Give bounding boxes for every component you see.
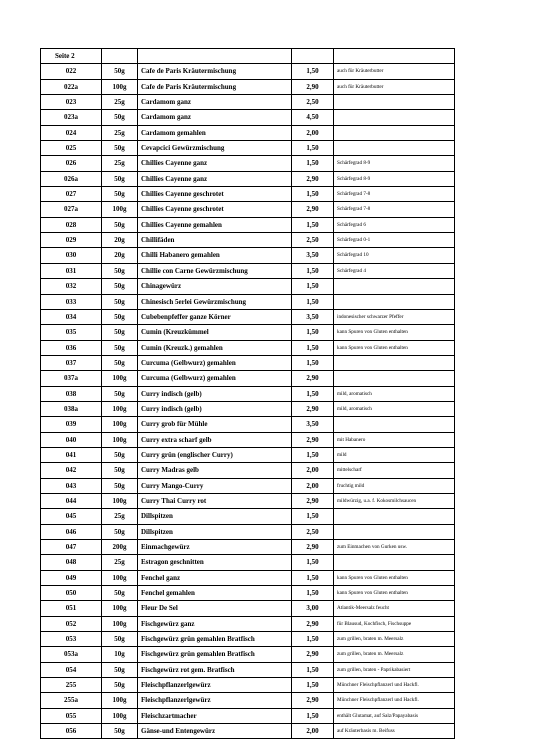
- item-number-cell: 054: [41, 662, 102, 677]
- note-cell: für Blausud, Kochfisch, Fischsuppe: [334, 616, 455, 631]
- note-cell: fruchtig mild: [334, 478, 455, 493]
- weight-cell: 50g: [102, 64, 138, 79]
- item-number-cell: 038a: [41, 401, 102, 416]
- note-cell: kann Spuren von Gluten enthalten: [334, 340, 455, 355]
- product-name-cell: Curry indisch (gelb): [138, 386, 292, 401]
- item-number-cell: 048: [41, 555, 102, 570]
- price-cell: 4,50: [292, 110, 334, 125]
- table-row: [41, 79, 455, 94]
- weight-cell: 50g: [102, 110, 138, 125]
- product-name-cell: Chillies Cayenne ganz: [138, 171, 292, 186]
- product-name-cell: Chillifäden: [138, 233, 292, 248]
- price-cell: 1,50: [292, 586, 334, 601]
- price-cell: 2,90: [292, 432, 334, 447]
- note-cell: mit Habanero: [334, 432, 455, 447]
- item-number-cell: 047: [41, 540, 102, 555]
- table-row: [41, 217, 455, 232]
- note-cell: Schärfegrad 8-9: [334, 156, 455, 171]
- product-name-cell: Chillies Cayenne geschrotet: [138, 187, 292, 202]
- price-cell: 1,50: [292, 570, 334, 585]
- price-cell: 2,00: [292, 724, 334, 739]
- note-cell: Schärfegrad 7-8: [334, 187, 455, 202]
- product-name-cell: Cafe de Paris Kräutermischung: [138, 64, 292, 79]
- product-name-cell: Curry Mango-Curry: [138, 478, 292, 493]
- product-name-cell: Cumin (Kreuzkümmel: [138, 325, 292, 340]
- table-row: [41, 156, 455, 171]
- item-number-cell: 044: [41, 493, 102, 508]
- item-number-cell: 029: [41, 233, 102, 248]
- item-number-cell: 053: [41, 632, 102, 647]
- note-cell: mild: [334, 447, 455, 462]
- weight-cell: 100g: [102, 202, 138, 217]
- product-name-cell: Curry grün (englischer Curry): [138, 447, 292, 462]
- table-row: [41, 233, 455, 248]
- table-row: [41, 340, 455, 355]
- price-cell: 1,50: [292, 340, 334, 355]
- price-cell: 1,50: [292, 217, 334, 232]
- table-row: [41, 463, 455, 478]
- table-row: [41, 524, 455, 539]
- weight-cell: 100g: [102, 371, 138, 386]
- note-cell: [334, 294, 455, 309]
- note-cell: auch für Kräuterbutter: [334, 79, 455, 94]
- note-cell: [334, 509, 455, 524]
- weight-cell: 50g: [102, 340, 138, 355]
- item-number-cell: 022a: [41, 79, 102, 94]
- price-cell: 2,90: [292, 401, 334, 416]
- item-number-cell: 037a: [41, 371, 102, 386]
- price-cell: 2,90: [292, 371, 334, 386]
- note-cell: kann Spuren von Gluten enthalten: [334, 586, 455, 601]
- table-row: [41, 95, 455, 110]
- weight-cell: 50g: [102, 171, 138, 186]
- item-number-cell: 045: [41, 509, 102, 524]
- price-cell: 2,90: [292, 493, 334, 508]
- item-number-cell: 046: [41, 524, 102, 539]
- weight-cell: 50g: [102, 478, 138, 493]
- weight-cell: 50g: [102, 309, 138, 324]
- product-name-cell: Chilli Habanero gemahlen: [138, 248, 292, 263]
- product-name-cell: Cafe de Paris Kräutermischung: [138, 79, 292, 94]
- item-number-cell: 036: [41, 340, 102, 355]
- price-cell: 2,00: [292, 125, 334, 140]
- product-name-cell: Fleischpflanzerlgewürz: [138, 693, 292, 708]
- price-cell: 2,90: [292, 540, 334, 555]
- header-empty-cell: [292, 49, 334, 64]
- product-name-cell: Dillspitzen: [138, 524, 292, 539]
- product-name-cell: Einmachgewürz: [138, 540, 292, 555]
- weight-cell: 100g: [102, 417, 138, 432]
- note-cell: [334, 417, 455, 432]
- table-row: [41, 187, 455, 202]
- note-cell: zum grillen, braten m. Meersalz: [334, 647, 455, 662]
- price-cell: 3,00: [292, 601, 334, 616]
- table-row: [41, 708, 455, 723]
- note-cell: Schärfegrad 10: [334, 248, 455, 263]
- product-name-cell: Curry indisch (gelb): [138, 401, 292, 416]
- product-name-cell: Cevapcici Gewürzmischung: [138, 141, 292, 156]
- product-name-cell: Cubebenpfeffer ganze Körner: [138, 309, 292, 324]
- table-row: [41, 371, 455, 386]
- item-number-cell: 027a: [41, 202, 102, 217]
- item-number-cell: 037: [41, 355, 102, 370]
- note-cell: mildwürzig, u.a. f. Kokosmilchsaucen: [334, 493, 455, 508]
- item-number-cell: 031: [41, 263, 102, 278]
- product-name-cell: Curcuma (Gelbwurz) gemahlen: [138, 355, 292, 370]
- table-row: [41, 171, 455, 186]
- table-row: [41, 632, 455, 647]
- price-cell: 1,50: [292, 386, 334, 401]
- product-name-cell: Curry grob für Mühle: [138, 417, 292, 432]
- table-row: [41, 662, 455, 677]
- price-cell: 2,50: [292, 95, 334, 110]
- weight-cell: 50g: [102, 355, 138, 370]
- note-cell: mittelscharf: [334, 463, 455, 478]
- weight-cell: 50g: [102, 263, 138, 278]
- weight-cell: 10g: [102, 647, 138, 662]
- weight-cell: 50g: [102, 294, 138, 309]
- price-cell: 2,90: [292, 202, 334, 217]
- weight-cell: 50g: [102, 141, 138, 156]
- weight-cell: 25g: [102, 555, 138, 570]
- product-name-cell: Fenchel gemahlen: [138, 586, 292, 601]
- item-number-cell: 022: [41, 64, 102, 79]
- weight-cell: 50g: [102, 724, 138, 739]
- item-number-cell: 035: [41, 325, 102, 340]
- product-name-cell: Curcuma (Gelbwurz) gemahlen: [138, 371, 292, 386]
- note-cell: zum grillen, braten m. Meersalz: [334, 632, 455, 647]
- table-row: [41, 432, 455, 447]
- header-empty-cell: [138, 49, 292, 64]
- weight-cell: 50g: [102, 524, 138, 539]
- note-cell: [334, 141, 455, 156]
- product-name-cell: Curry Madras gelb: [138, 463, 292, 478]
- item-number-cell: 039: [41, 417, 102, 432]
- price-cell: 1,50: [292, 708, 334, 723]
- note-cell: [334, 555, 455, 570]
- weight-cell: 50g: [102, 217, 138, 232]
- item-number-cell: 049: [41, 570, 102, 585]
- table-row: [41, 279, 455, 294]
- price-cell: 1,50: [292, 141, 334, 156]
- note-cell: Schärfegrad 0-1: [334, 233, 455, 248]
- price-cell: 1,50: [292, 64, 334, 79]
- price-cell: 1,50: [292, 555, 334, 570]
- item-number-cell: 051: [41, 601, 102, 616]
- product-name-cell: Fischgewürz rot gem. Bratfisch: [138, 662, 292, 677]
- note-cell: [334, 110, 455, 125]
- table-row: [41, 555, 455, 570]
- item-number-cell: 028: [41, 217, 102, 232]
- weight-cell: 100g: [102, 693, 138, 708]
- table-row: [41, 678, 455, 693]
- weight-cell: 50g: [102, 386, 138, 401]
- price-cell: 2,90: [292, 647, 334, 662]
- table-row: [41, 141, 455, 156]
- note-cell: zum Einmachen von Gurken usw.: [334, 540, 455, 555]
- price-cell: 3,50: [292, 248, 334, 263]
- item-number-cell: 050: [41, 586, 102, 601]
- product-name-cell: Chillies Cayenne ganz: [138, 156, 292, 171]
- item-number-cell: 055: [41, 708, 102, 723]
- product-name-cell: Cardamom ganz: [138, 95, 292, 110]
- table-row: [41, 647, 455, 662]
- table-row: [41, 509, 455, 524]
- item-number-cell: 032: [41, 279, 102, 294]
- price-cell: 3,50: [292, 417, 334, 432]
- price-cell: 1,50: [292, 662, 334, 677]
- item-number-cell: 027: [41, 187, 102, 202]
- note-cell: Münchner Fleischpflanzerl und Hackfl.: [334, 693, 455, 708]
- weight-cell: 50g: [102, 463, 138, 478]
- price-cell: 1,50: [292, 156, 334, 171]
- item-number-cell: 033: [41, 294, 102, 309]
- page-label: Seite 2: [41, 49, 102, 64]
- product-name-cell: Fischgewürz ganz: [138, 616, 292, 631]
- header-empty-cell: [334, 49, 455, 64]
- note-cell: mild, aromatisch: [334, 401, 455, 416]
- price-cell: 2,00: [292, 478, 334, 493]
- note-cell: kann Spuren von Gluten enthalten: [334, 570, 455, 585]
- price-cell: 2,90: [292, 171, 334, 186]
- header-row: [41, 49, 455, 64]
- item-number-cell: 043: [41, 478, 102, 493]
- price-cell: 1,50: [292, 187, 334, 202]
- price-cell: 1,50: [292, 263, 334, 278]
- product-name-cell: Cardamom ganz: [138, 110, 292, 125]
- note-cell: Schärfegrad 6: [334, 217, 455, 232]
- weight-cell: 100g: [102, 570, 138, 585]
- table-row: [41, 294, 455, 309]
- price-cell: 2,00: [292, 463, 334, 478]
- table-row: [41, 586, 455, 601]
- note-cell: Atlantik-Meersalz feucht: [334, 601, 455, 616]
- table-row: [41, 570, 455, 585]
- item-number-cell: 038: [41, 386, 102, 401]
- weight-cell: 100g: [102, 401, 138, 416]
- weight-cell: 25g: [102, 509, 138, 524]
- table-row: [41, 540, 455, 555]
- note-cell: [334, 125, 455, 140]
- item-number-cell: 030: [41, 248, 102, 263]
- weight-cell: 50g: [102, 187, 138, 202]
- note-cell: Schärfegrad 4: [334, 263, 455, 278]
- price-cell: 2,90: [292, 616, 334, 631]
- note-cell: indonesischer schwarzer Pfeffer: [334, 309, 455, 324]
- item-number-cell: 026: [41, 156, 102, 171]
- price-cell: 1,50: [292, 355, 334, 370]
- weight-cell: 50g: [102, 632, 138, 647]
- note-cell: auf Kräuterbasis m. Beifuss: [334, 724, 455, 739]
- note-cell: Schärfegrad 7-8: [334, 202, 455, 217]
- weight-cell: 50g: [102, 447, 138, 462]
- item-number-cell: 040: [41, 432, 102, 447]
- price-list-table: [40, 48, 455, 739]
- product-name-cell: Cardamom gemahlen: [138, 125, 292, 140]
- item-number-cell: 052: [41, 616, 102, 631]
- table-row: [41, 263, 455, 278]
- product-name-cell: Fleischpflanzerlgewürz: [138, 678, 292, 693]
- table-row: [41, 601, 455, 616]
- table-row: [41, 447, 455, 462]
- weight-cell: 200g: [102, 540, 138, 555]
- table-row: [41, 110, 455, 125]
- price-cell: 1,50: [292, 279, 334, 294]
- product-name-cell: Gänse-und Entengewürz: [138, 724, 292, 739]
- price-cell: 1,50: [292, 632, 334, 647]
- product-name-cell: Curry Thai Curry rot: [138, 493, 292, 508]
- item-number-cell: 025: [41, 141, 102, 156]
- note-cell: Münchner Fleischpflanzerl und Hackfl.: [334, 678, 455, 693]
- item-number-cell: 034: [41, 309, 102, 324]
- product-name-cell: Fleur De Sel: [138, 601, 292, 616]
- weight-cell: 50g: [102, 325, 138, 340]
- product-name-cell: Fischgewürz grün gemahlen Bratfisch: [138, 647, 292, 662]
- item-number-cell: 041: [41, 447, 102, 462]
- table-row: [41, 478, 455, 493]
- table-row: [41, 355, 455, 370]
- table-row: [41, 616, 455, 631]
- price-cell: 1,50: [292, 325, 334, 340]
- product-name-cell: Chillies Cayenne geschrotet: [138, 202, 292, 217]
- item-number-cell: 026a: [41, 171, 102, 186]
- product-name-cell: Dillspitzen: [138, 509, 292, 524]
- product-name-cell: Chinagewürz: [138, 279, 292, 294]
- price-cell: 1,50: [292, 678, 334, 693]
- weight-cell: 25g: [102, 95, 138, 110]
- table-row: [41, 125, 455, 140]
- price-list-body: [41, 49, 455, 739]
- table-row: [41, 202, 455, 217]
- weight-cell: 25g: [102, 125, 138, 140]
- weight-cell: 50g: [102, 279, 138, 294]
- table-row: [41, 724, 455, 739]
- weight-cell: 50g: [102, 662, 138, 677]
- table-row: [41, 248, 455, 263]
- item-number-cell: 255a: [41, 693, 102, 708]
- item-number-cell: 056: [41, 724, 102, 739]
- weight-cell: 100g: [102, 79, 138, 94]
- note-cell: [334, 524, 455, 539]
- weight-cell: 50g: [102, 678, 138, 693]
- product-name-cell: Estragon geschnitten: [138, 555, 292, 570]
- item-number-cell: 024: [41, 125, 102, 140]
- price-cell: 2,90: [292, 79, 334, 94]
- weight-cell: 20g: [102, 233, 138, 248]
- product-name-cell: Fleischzartmacher: [138, 708, 292, 723]
- item-number-cell: 053a: [41, 647, 102, 662]
- price-cell: 2,50: [292, 524, 334, 539]
- note-cell: auch für Kräuterbutter: [334, 64, 455, 79]
- table-row: [41, 693, 455, 708]
- weight-cell: 100g: [102, 708, 138, 723]
- weight-cell: 50g: [102, 586, 138, 601]
- note-cell: enthält Glutamat, auf Salz/Papayabasis: [334, 708, 455, 723]
- price-cell: 1,50: [292, 509, 334, 524]
- table-row: [41, 417, 455, 432]
- note-cell: mild, aromatisch: [334, 386, 455, 401]
- table-row: [41, 325, 455, 340]
- price-cell: 1,50: [292, 294, 334, 309]
- weight-cell: 100g: [102, 432, 138, 447]
- note-cell: [334, 371, 455, 386]
- product-name-cell: Fenchel ganz: [138, 570, 292, 585]
- note-cell: zum grillen, braten - Paprikabasiert: [334, 662, 455, 677]
- weight-cell: 25g: [102, 156, 138, 171]
- item-number-cell: 042: [41, 463, 102, 478]
- note-cell: [334, 279, 455, 294]
- product-name-cell: Cumin (Kreuzk.) gemahlen: [138, 340, 292, 355]
- weight-cell: 100g: [102, 601, 138, 616]
- product-name-cell: Chillies Cayenne gemahlen: [138, 217, 292, 232]
- table-row: [41, 309, 455, 324]
- item-number-cell: 023: [41, 95, 102, 110]
- item-number-cell: 023a: [41, 110, 102, 125]
- table-row: [41, 493, 455, 508]
- table-row: [41, 64, 455, 79]
- table-row: [41, 386, 455, 401]
- product-name-cell: Chillie con Carne Gewürzmischung: [138, 263, 292, 278]
- header-empty-cell: [102, 49, 138, 64]
- price-cell: 3,50: [292, 309, 334, 324]
- weight-cell: 20g: [102, 248, 138, 263]
- table-row: [41, 401, 455, 416]
- price-cell: 2,50: [292, 233, 334, 248]
- note-cell: kann Spuren von Gluten enthalten: [334, 325, 455, 340]
- product-name-cell: Curry extra scharf gelb: [138, 432, 292, 447]
- note-cell: Schärfegrad 8-9: [334, 171, 455, 186]
- weight-cell: 100g: [102, 616, 138, 631]
- product-name-cell: Chinesisch 5erlei Gewürzmischung: [138, 294, 292, 309]
- item-number-cell: 255: [41, 678, 102, 693]
- note-cell: [334, 355, 455, 370]
- price-cell: 1,50: [292, 447, 334, 462]
- weight-cell: 100g: [102, 493, 138, 508]
- price-cell: 2,90: [292, 693, 334, 708]
- note-cell: [334, 95, 455, 110]
- product-name-cell: Fischgewürz grün gemahlen Bratfisch: [138, 632, 292, 647]
